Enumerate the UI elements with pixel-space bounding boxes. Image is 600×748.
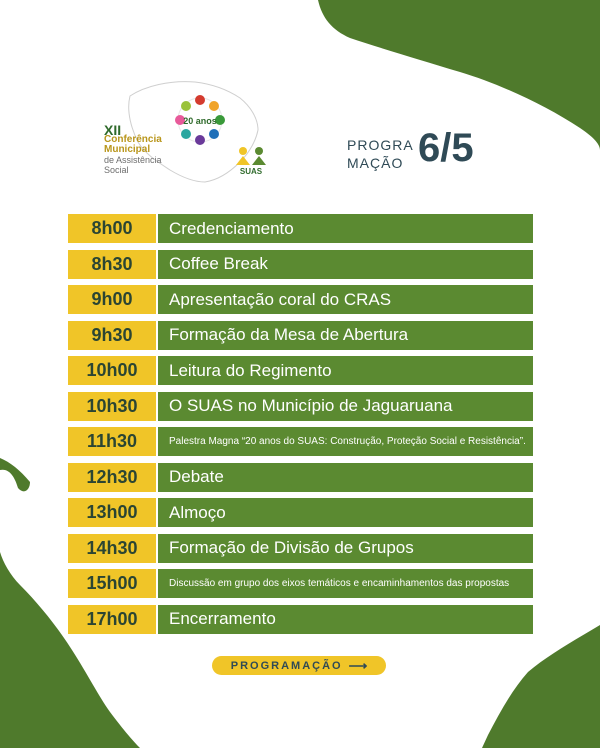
logo-text bbox=[104, 122, 162, 175]
schedule-time: 10h00 bbox=[68, 356, 156, 385]
schedule-list bbox=[68, 214, 533, 640]
schedule-row bbox=[68, 427, 533, 456]
programacao-line-2: MAÇÃO bbox=[347, 155, 404, 171]
schedule-row bbox=[68, 356, 533, 385]
schedule-time: 8h00 bbox=[68, 214, 156, 243]
schedule-event: Formação de Divisão de Grupos bbox=[158, 534, 533, 563]
logo-line-1: Conferência bbox=[104, 134, 162, 145]
schedule-time: 9h00 bbox=[68, 285, 156, 314]
schedule-event: Encerramento bbox=[158, 605, 533, 634]
schedule-row bbox=[68, 463, 533, 492]
schedule-event: O SUAS no Município de Jaguaruana bbox=[158, 392, 533, 421]
schedule-event: Apresentação coral do CRAS bbox=[158, 285, 533, 314]
schedule-row bbox=[68, 214, 533, 243]
schedule-time: 9h30 bbox=[68, 321, 156, 350]
schedule-row bbox=[68, 534, 533, 563]
schedule-row bbox=[68, 285, 533, 314]
schedule-event: Coffee Break bbox=[158, 250, 533, 279]
schedule-row bbox=[68, 392, 533, 421]
schedule-time: 14h30 bbox=[68, 534, 156, 563]
schedule-event: Almoço bbox=[158, 498, 533, 527]
schedule-time: 12h30 bbox=[68, 463, 156, 492]
schedule-row bbox=[68, 321, 533, 350]
programacao-line-1: PROGRA bbox=[347, 137, 414, 153]
schedule-time: 17h00 bbox=[68, 605, 156, 634]
programacao-label bbox=[347, 136, 414, 172]
logo-year: 20 anos bbox=[183, 116, 217, 126]
arrow-right-icon: ⟶ bbox=[348, 657, 368, 673]
schedule-event: Leitura do Regimento bbox=[158, 356, 533, 385]
schedule-time: 11h30 bbox=[68, 427, 156, 456]
schedule-time: 10h30 bbox=[68, 392, 156, 421]
schedule-row bbox=[68, 569, 533, 598]
event-date: 6/5 bbox=[418, 126, 474, 170]
schedule-event: Credenciamento bbox=[158, 214, 533, 243]
schedule-time: 8h30 bbox=[68, 250, 156, 279]
logo-line-3: de Assistência bbox=[104, 155, 162, 165]
logo-line-2: Municipal bbox=[104, 144, 151, 155]
schedule-row bbox=[68, 498, 533, 527]
logo-roman: XII bbox=[104, 122, 122, 138]
schedule-time: 15h00 bbox=[68, 569, 156, 598]
schedule-row bbox=[68, 250, 533, 279]
schedule-time: 13h00 bbox=[68, 498, 156, 527]
schedule-row bbox=[68, 605, 533, 634]
programacao-button-label: PROGRAMAÇÃO bbox=[230, 659, 343, 672]
schedule-event: Discussão em grupo dos eixos temáticos e encaminhamentos das propostas bbox=[158, 569, 533, 598]
suas-label: SUAS bbox=[239, 167, 263, 176]
schedule-event: Debate bbox=[158, 463, 533, 492]
schedule-event: Palestra Magna “20 anos do SUAS: Construção, Proteção Social e Resistência”. bbox=[158, 427, 533, 456]
programacao-button[interactable] bbox=[212, 656, 386, 675]
schedule-event: Formação da Mesa de Abertura bbox=[158, 321, 533, 350]
logo-line-4: Social bbox=[104, 165, 129, 175]
